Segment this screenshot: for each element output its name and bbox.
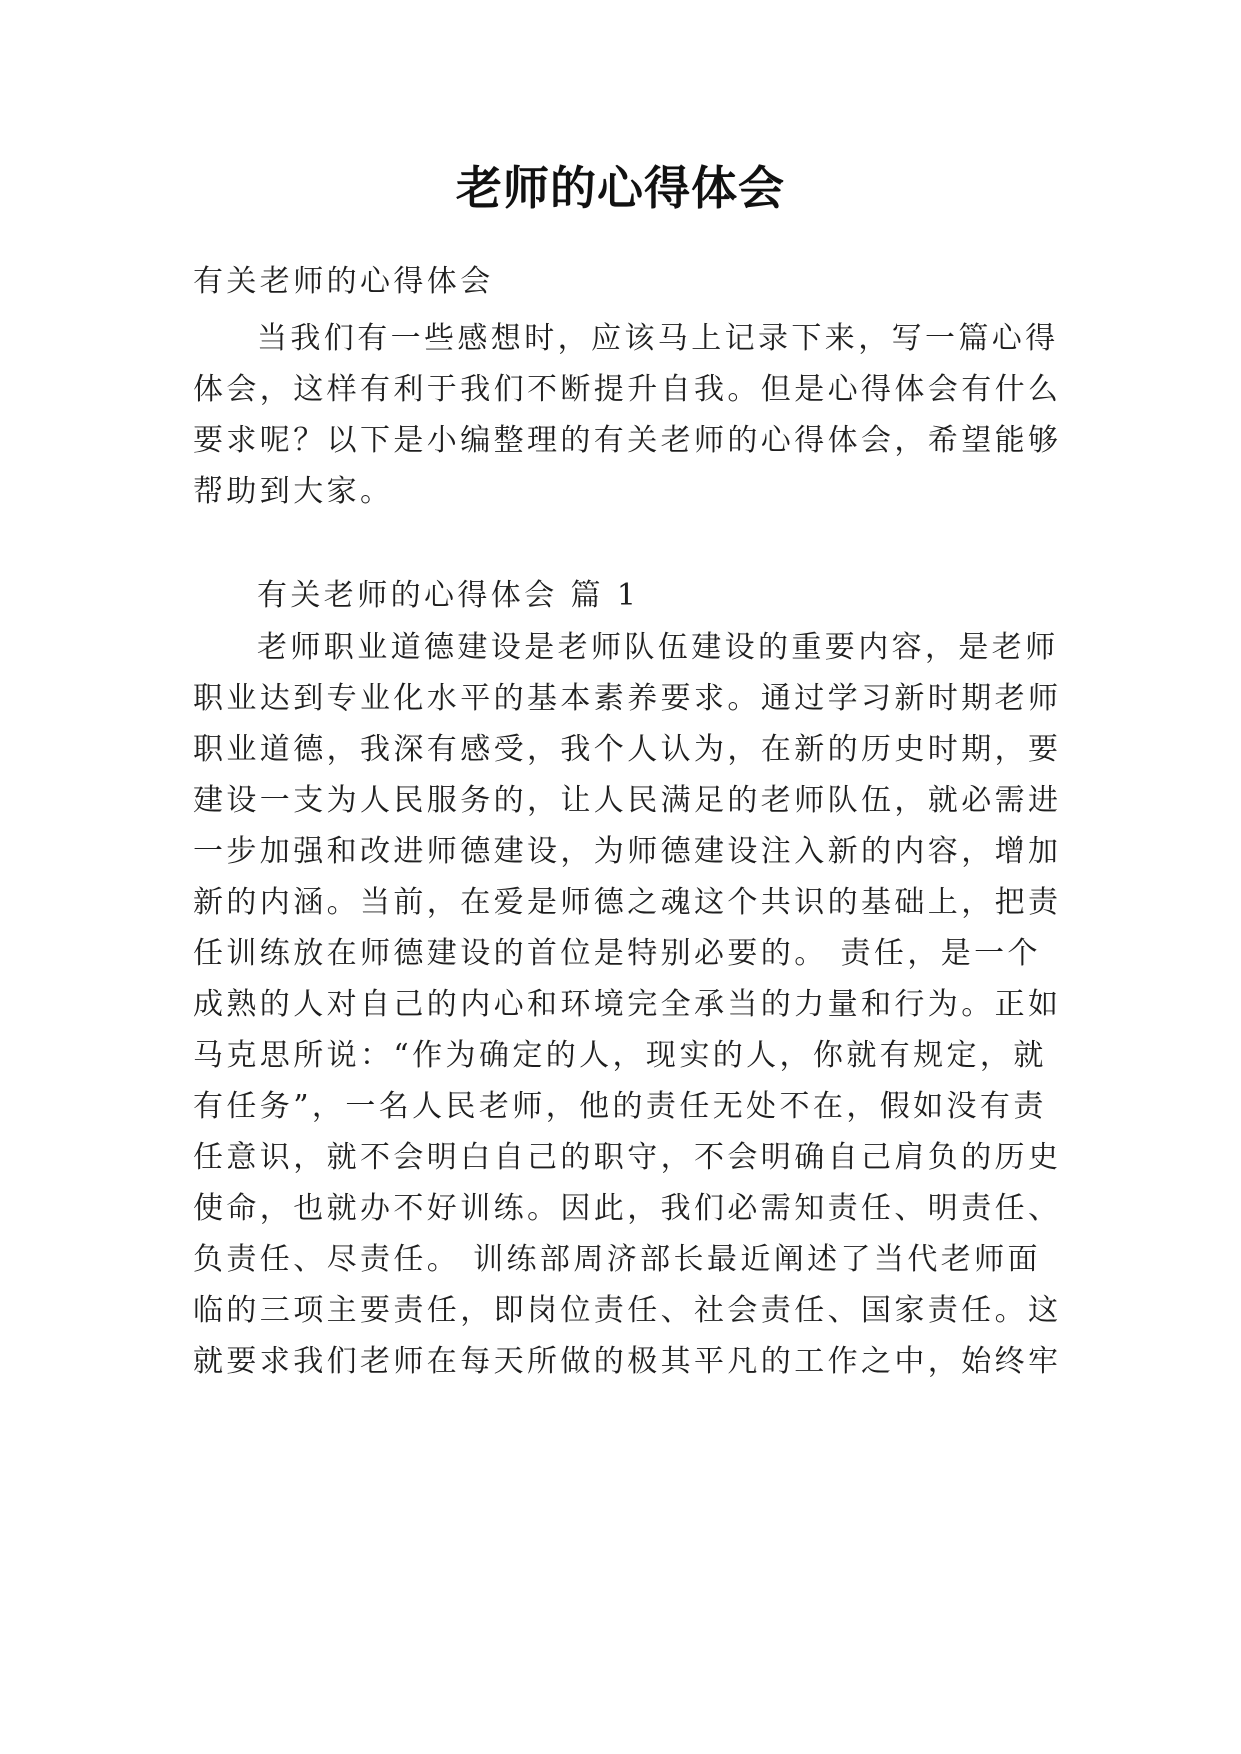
body-line: 任训练放在师德建设的首位是特别必要的。 责任，是一个	[193, 936, 1041, 971]
body-line: 马克思所说：“作为确定的人，现实的人，你就有规定，就	[193, 1038, 1047, 1073]
intro-line: 体会，这样有利于我们不断提升自我。但是心得体会有什么	[193, 372, 1062, 407]
body-line: 建设一支为人民服务的，让人民满足的老师队伍，就必需进	[193, 783, 1062, 818]
body-line: 成熟的人对自己的内心和环境完全承当的力量和行为。正如	[193, 987, 1062, 1022]
body-line: 临的三项主要责任，即岗位责任、社会责任、国家责任。这	[193, 1293, 1062, 1328]
body-line: 职业道德，我深有感受，我个人认为，在新的历史时期，要	[193, 732, 1062, 767]
section-heading: 有关老师的心得体会 篇 1	[257, 578, 640, 613]
document-title: 老师的心得体会	[456, 161, 785, 215]
document-subtitle: 有关老师的心得体会	[193, 264, 494, 299]
body-line: 就要求我们老师在每天所做的极其平凡的工作之中，始终牢	[193, 1344, 1062, 1379]
intro-line: 帮助到大家。	[193, 474, 394, 509]
body-line: 职业达到专业化水平的基本素养要求。通过学习新时期老师	[193, 681, 1062, 716]
body-line: 一步加强和改进师德建设，为师德建设注入新的内容，增加	[193, 834, 1062, 869]
body-line: 有任务”，一名人民老师，他的责任无处不在，假如没有责	[193, 1089, 1047, 1124]
body-line: 任意识，就不会明白自己的职守，不会明确自己肩负的历史	[193, 1140, 1062, 1175]
intro-line: 要求呢？以下是小编整理的有关老师的心得体会，希望能够	[193, 423, 1062, 458]
body-line: 使命，也就办不好训练。因此，我们必需知责任、明责任、	[193, 1191, 1062, 1226]
intro-line: 当我们有一些感想时，应该马上记录下来，写一篇心得	[257, 321, 1059, 356]
body-line: 老师职业道德建设是老师队伍建设的重要内容，是老师	[257, 630, 1059, 665]
body-line: 负责任、尽责任。 训练部周济部长最近阐述了当代老师面	[193, 1242, 1041, 1277]
body-line: 新的内涵。当前，在爱是师德之魂这个共识的基础上，把责	[193, 885, 1062, 920]
